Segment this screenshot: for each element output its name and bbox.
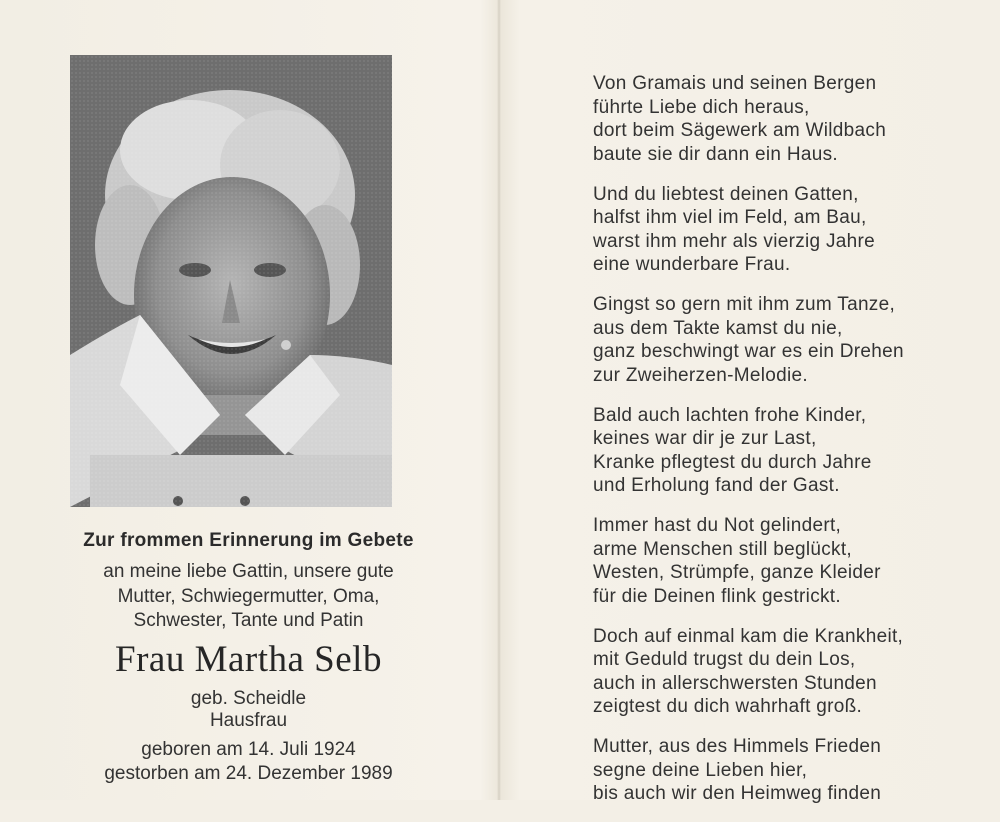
poem-line: Mutter, aus des Himmels Frieden	[593, 736, 882, 757]
poem-line: Gingst so gern mit ihm zum Tanze,	[593, 294, 896, 315]
poem-line: segne deine Lieben hier,	[593, 759, 808, 781]
memorial-heading: Zur frommen Erinnerung im Gebete	[83, 530, 414, 551]
poem-line: Immer hast du Not gelindert,	[593, 515, 842, 536]
portrait-photo	[70, 55, 392, 507]
poem-line: zur Zweiherzen-Melodie.	[593, 364, 808, 386]
memorial-poem	[593, 72, 993, 822]
poem-line: und Erholung fand der Gast.	[593, 475, 840, 496]
life-dates	[0, 738, 497, 786]
poem-stanza	[593, 293, 993, 387]
poem-line: Von Gramais und seinen Bergen	[593, 73, 877, 94]
poem-stanza	[593, 735, 993, 806]
poem-line: Westen, Strümpfe, ganze Kleider	[593, 562, 881, 583]
poem-line: baute sie dir dann ein Haus.	[593, 143, 838, 165]
poem-stanza	[593, 625, 993, 719]
poem-stanza	[593, 183, 993, 277]
poem-line: keines war dir je zur Last,	[593, 428, 817, 449]
memorial-intro	[0, 560, 497, 634]
portrait-icon	[70, 55, 392, 507]
intro-line: Schwester, Tante und Patin	[133, 610, 364, 631]
poem-line: dort beim Sägewerk am Wildbach	[593, 120, 887, 141]
card-fold-line	[497, 0, 501, 800]
poem-line: eine wunderbare Frau.	[593, 254, 791, 275]
poem-line: aus dem Takte kamst du nie,	[593, 317, 843, 339]
poem-line: arme Menschen still beglückt,	[593, 538, 852, 560]
intro-line: Mutter, Schwiegermutter, Oma,	[117, 585, 380, 607]
poem-line: führte Liebe dich heraus,	[593, 96, 810, 118]
deceased-name: Frau Martha Selb	[115, 639, 382, 680]
poem-line: warst ihm mehr als vierzig Jahre	[593, 230, 876, 252]
poem-line: mit Geduld trugst du dein Los,	[593, 649, 856, 670]
poem-stanza	[593, 72, 993, 166]
poem-line: Doch auf einmal kam die Krankheit,	[593, 625, 904, 647]
poem-stanza	[593, 514, 993, 608]
poem-line: ganz beschwingt war es ein Drehen	[593, 341, 904, 362]
poem-line: Bald auch lachten frohe Kinder,	[593, 404, 867, 426]
poem-line: zeigtest du dich wahrhaft groß.	[593, 696, 863, 717]
poem-line: halfst ihm viel im Feld, am Bau,	[593, 207, 867, 228]
poem-line: Kranke pflegtest du durch Jahre	[593, 451, 872, 473]
poem-stanza	[593, 404, 993, 498]
poem-line: für die Deinen flink gestrickt.	[593, 585, 841, 607]
death-date: gestorben am 24. Dezember 1989	[104, 763, 393, 784]
maiden-name: geb. Scheidle	[190, 688, 307, 709]
poem-line: auch in allerschwersten Stunden	[593, 672, 877, 694]
poem-line: bis auch wir den Heimweg finden	[593, 783, 882, 804]
maiden-name-block	[0, 688, 497, 732]
birth-date: geboren am 14. Juli 1924	[141, 739, 356, 760]
poem-line: Und du liebtest deinen Gatten,	[593, 183, 859, 205]
occupation: Hausfrau	[209, 710, 288, 731]
intro-line: an meine liebe Gattin, unsere gute	[103, 561, 394, 582]
